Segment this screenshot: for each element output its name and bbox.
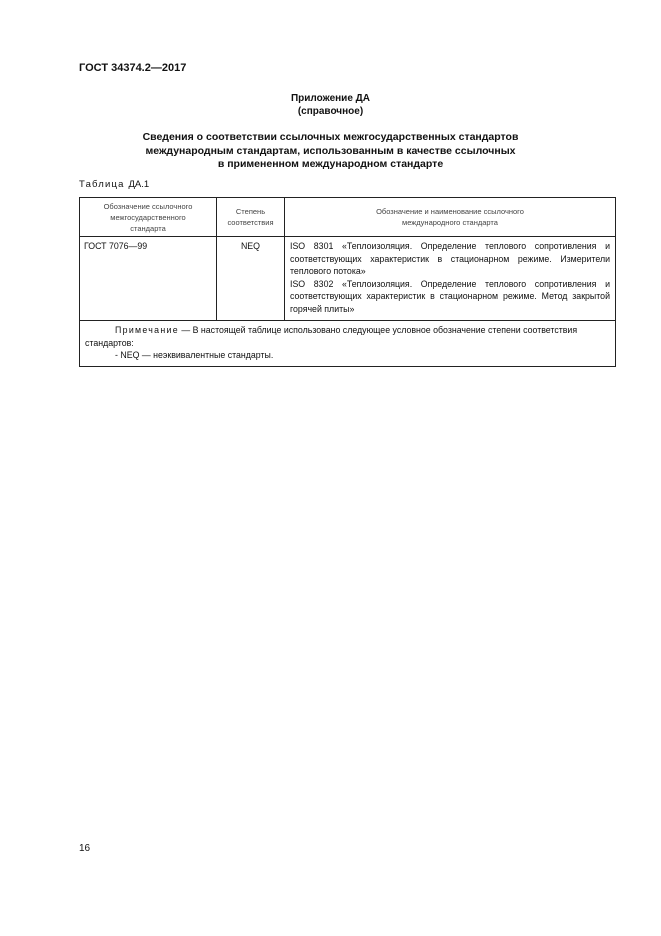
note-label: Примечание [115,325,179,335]
note-paragraph [85,324,610,349]
header-designation-line-3: стандарта [130,223,166,233]
correspondence-table [79,197,616,367]
cell-international-standard [285,237,616,321]
intl-standard-iso-8302: ISO 8302 «Теплоизоляция. Определение теплового сопротивления и соответствующих характеристик в стационарном режиме. Метод закрытой горячей плиты» [290,278,610,314]
table-caption-number: ДА.1 [128,179,150,190]
intl-standard-iso-8301: ISO 8301 «Теплоизоляция. Определение теплового сопротивления и соответствующих характеристик в стационарном режиме. Измерители теплового потока» [290,241,610,276]
standard-code-header: ГОСТ 34374.2—2017 [79,62,187,74]
table-caption-label: Таблица [79,179,125,190]
appendix-title: Приложение ДА [290,93,371,104]
cell-degree: NEQ [217,237,285,321]
header-designation [80,198,217,237]
section-title [0,131,661,172]
table-note [80,321,616,367]
note-item: - NEQ — неэквивалентные стандарты. [115,350,274,360]
appendix-subtitle: (справочное) [297,106,364,117]
header-degree-line-2: соответствия [227,218,274,227]
section-title-line-2: международным стандартам, использованным в качестве ссылочных [145,144,516,157]
appendix-heading [0,92,661,118]
section-title-line-3: в примененном международном стандарте [217,158,444,170]
table-row [80,237,616,321]
table-caption [79,179,149,190]
header-designation-line-1: Обозначение ссылочного [103,201,193,211]
page-number: 16 [79,843,91,854]
cell-designation: ГОСТ 7076—99 [80,237,217,321]
header-intl-line-2: международного стандарта [402,218,498,227]
note-text: — В настоящей таблице использовано следующее условное обозначение степени соответствия стандартов: [85,325,578,348]
header-degree-line-1: Степень [235,207,266,216]
header-degree [217,198,285,237]
table-header-row [80,198,616,237]
header-designation-line-2: межгосударственного [110,212,186,222]
table-note-row [80,321,616,367]
header-international-standard [285,198,616,237]
header-intl-line-1: Обозначение и наименование ссылочного [376,207,524,216]
section-title-line-1: Сведения о соответствии ссылочных межгосударственных стандартов [142,131,519,143]
